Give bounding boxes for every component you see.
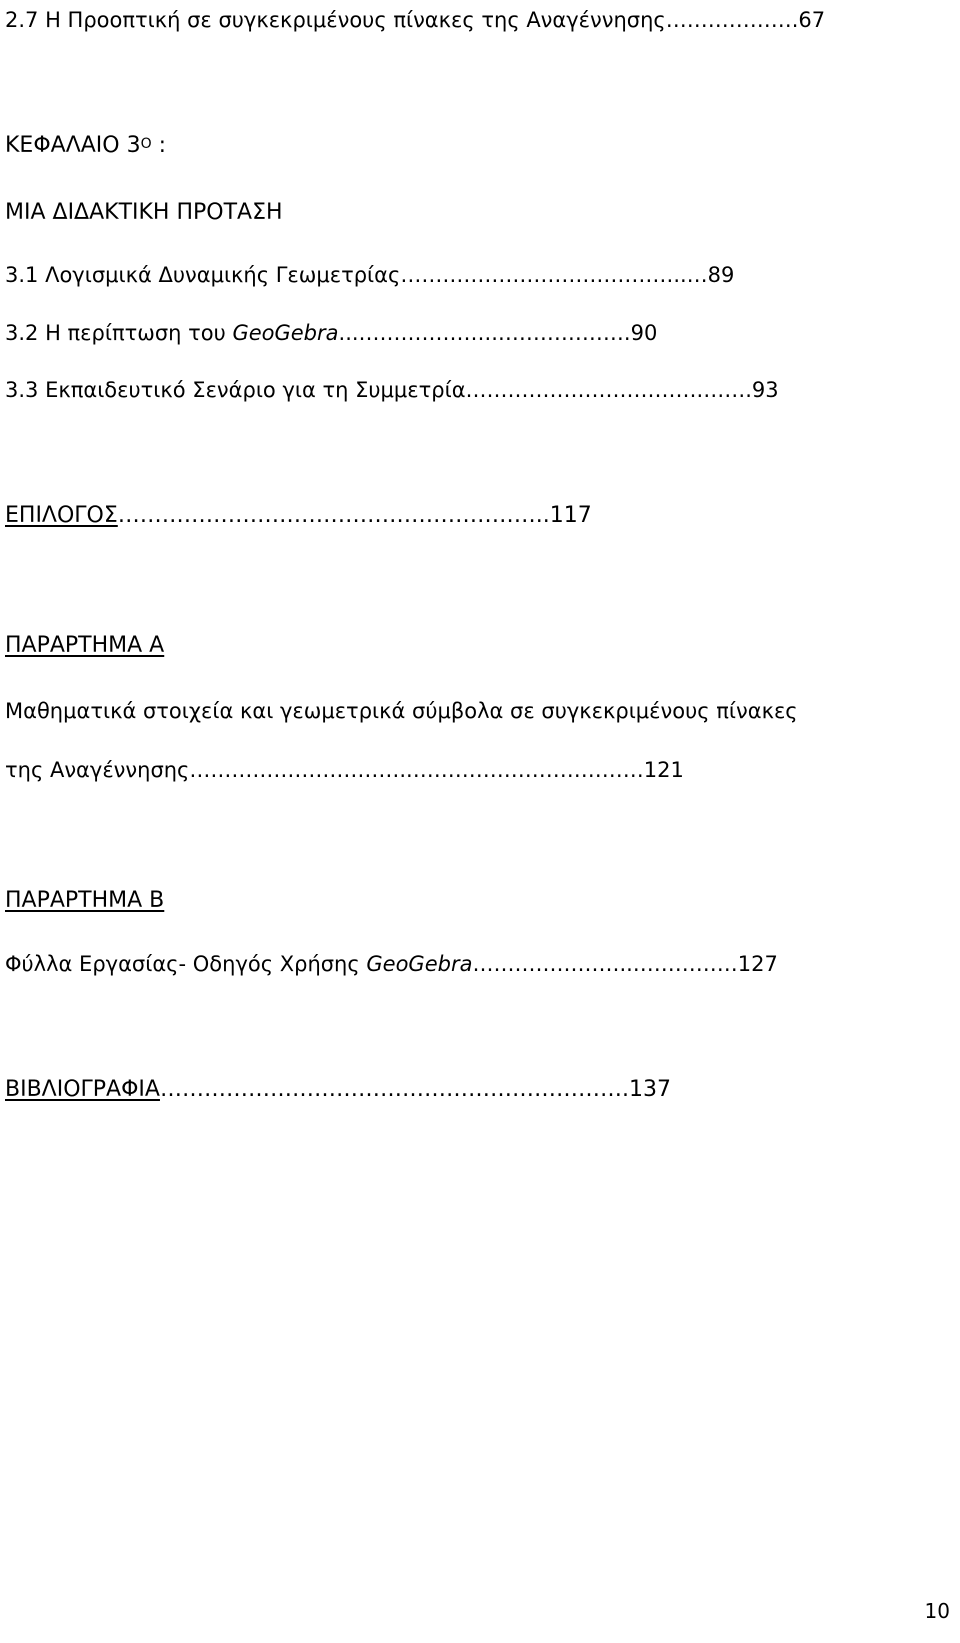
epilogue-title: ΕΠΙΛΟΓΟΣ — [5, 503, 118, 528]
toc-entry-3-2 — [5, 320, 657, 346]
appendix-a-title: ΠΑΡΑΡΤΗΜΑ Α — [5, 633, 165, 658]
bibliography-entry — [5, 1077, 671, 1103]
chapter-3-suffix: : — [151, 133, 167, 158]
appendix-b-entry — [5, 951, 778, 977]
toc-entry-3-2-suffix: ...………………..……………….90 — [338, 321, 658, 345]
bibliography-leader: ……………………………………………………….137 — [159, 1077, 671, 1102]
appendix-b-suffix: …………………..……………127 — [472, 952, 778, 976]
page-number: 10 — [924, 1599, 950, 1623]
appendix-b-italic: GeoGebra — [366, 952, 473, 976]
toc-entry-2-7: 2.7 Η Προοπτική σε συγκεκριμένους πίνακες της Αναγέννησης……………….67 — [5, 8, 826, 32]
toc-entry-3-2-prefix: 3.2 Η περίπτωση του — [5, 321, 233, 345]
appendix-a-line-1: Μαθηματικά στοιχεία και γεωμετρικά σύμβολα σε συγκεκριμένους πίνακες — [5, 699, 798, 723]
toc-entry-3-3: 3.3 Εκπαιδευτικό Σενάριο για τη Συμμετρία…………………………….…….93 — [5, 378, 779, 402]
toc-entry-3-2-italic: GeoGebra — [232, 321, 339, 345]
appendix-b-prefix: Φύλλα Εργασίας- Οδηγός Χρήσης — [5, 952, 367, 976]
chapter-3-heading — [5, 133, 166, 161]
chapter-3-title: ΜΙΑ ΔΙΔΑΚΤΙΚΗ ΠΡΟΤΑΣΗ — [5, 200, 283, 225]
chapter-3-superscript: Ο — [140, 136, 152, 152]
epilogue-leader: …………………………………………………..117 — [117, 503, 592, 528]
appendix-b-title: ΠΑΡΑΡΤΗΜΑ Β — [5, 888, 165, 913]
appendix-a-line-2: της Αναγέννησης…………………………..……………………………121 — [5, 758, 684, 782]
chapter-3-label: ΚΕΦΑΛΑΙΟ 3 — [5, 133, 141, 158]
epilogue-entry — [5, 503, 592, 529]
bibliography-title: ΒΙΒΛΙΟΓΡΑΦΙΑ — [5, 1077, 160, 1102]
toc-entry-3-1: 3.1 Λογισμικά Δυναμικής Γεωμετρίας…………………………………..…89 — [5, 263, 735, 287]
